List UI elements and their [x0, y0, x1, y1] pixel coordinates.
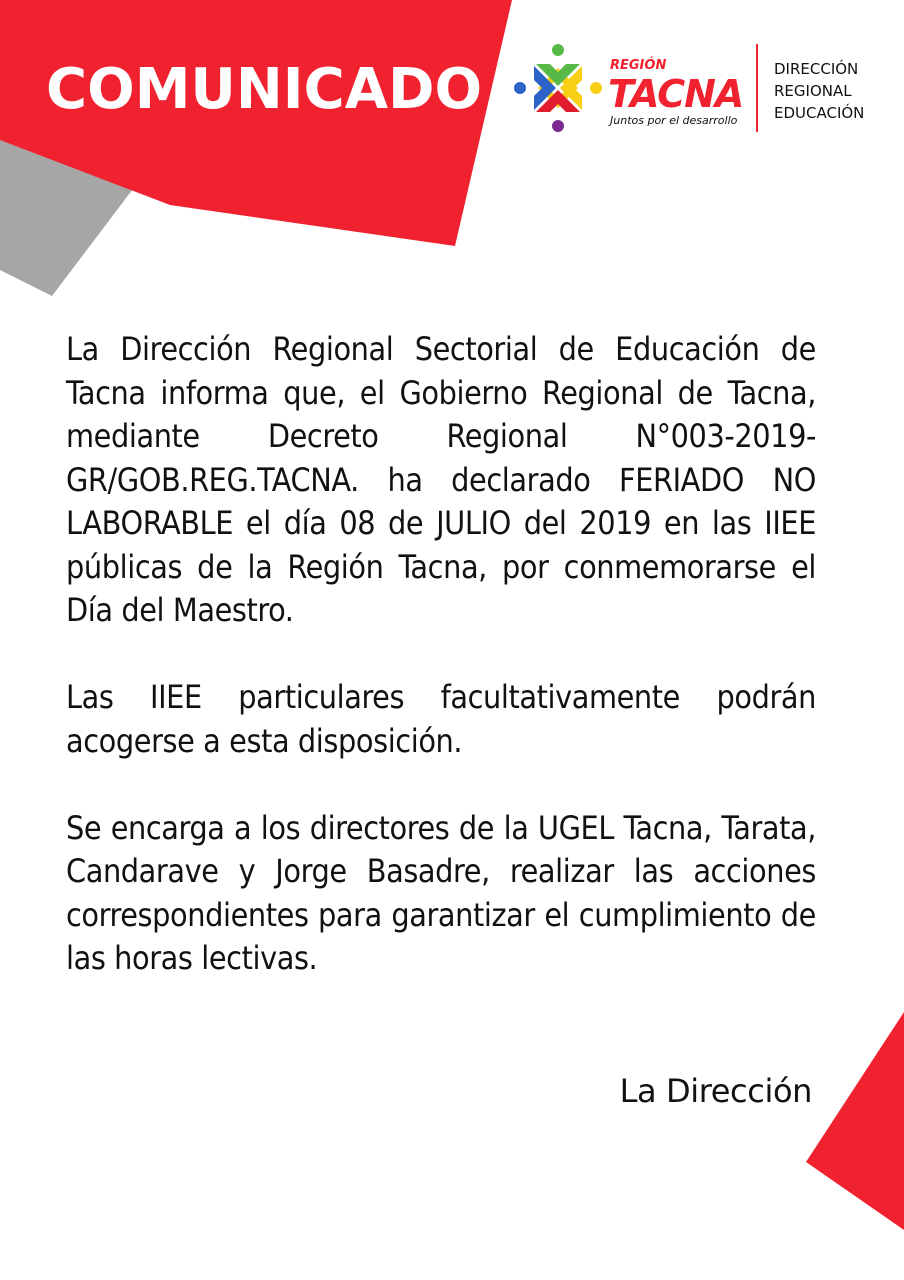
- logo-wordmark: [608, 58, 748, 128]
- logo-blue-dot: [514, 82, 526, 94]
- logo-divider: [756, 44, 758, 132]
- department-name: [774, 58, 900, 124]
- logo-region-label: REGIÓN: [610, 58, 667, 73]
- body-paragraph: La Dirección Regional Sectorial de Educación de Tacna informa que, el Gobierno Regional de Tacna, mediante Decreto Regional N°003-2019-GR/GOB.REG.TACNA. ha declarado FERIADO NO LABORABLE el día 08 de JULIO del 2019 en las IIEE públicas de la Región Tacna, por conmemorarse el Día del Maestro.: [66, 330, 816, 629]
- department-line: EDUCACIÓN: [774, 104, 865, 122]
- logo-yellow-dot: [590, 82, 602, 94]
- page-title: COMUNICADO: [46, 57, 483, 122]
- body-paragraph: Se encarga a los directores de la UGEL Tacna, Tarata, Candarave y Jorge Basadre, realizar las acciones correspondientes para garantizar el cumplimiento de las horas lectivas.: [66, 808, 816, 977]
- body-paragraph: Las IIEE particulares facultativamente podrán acogerse a esta disposición.: [66, 678, 816, 760]
- signature: La Dirección: [619, 1072, 812, 1110]
- logo-green-dot: [552, 44, 564, 56]
- logo-tagline: Juntos por el desarrollo: [610, 114, 738, 127]
- department-line: DIRECCIÓN: [774, 60, 859, 78]
- region-tacna-logo-icon: [512, 42, 604, 134]
- department-line: REGIONAL: [774, 82, 852, 100]
- logo-purple-dot: [552, 120, 564, 132]
- communique-body: [66, 328, 816, 981]
- footer-red-triangle: [806, 1012, 904, 1230]
- logo-name: TACNA: [608, 72, 744, 116]
